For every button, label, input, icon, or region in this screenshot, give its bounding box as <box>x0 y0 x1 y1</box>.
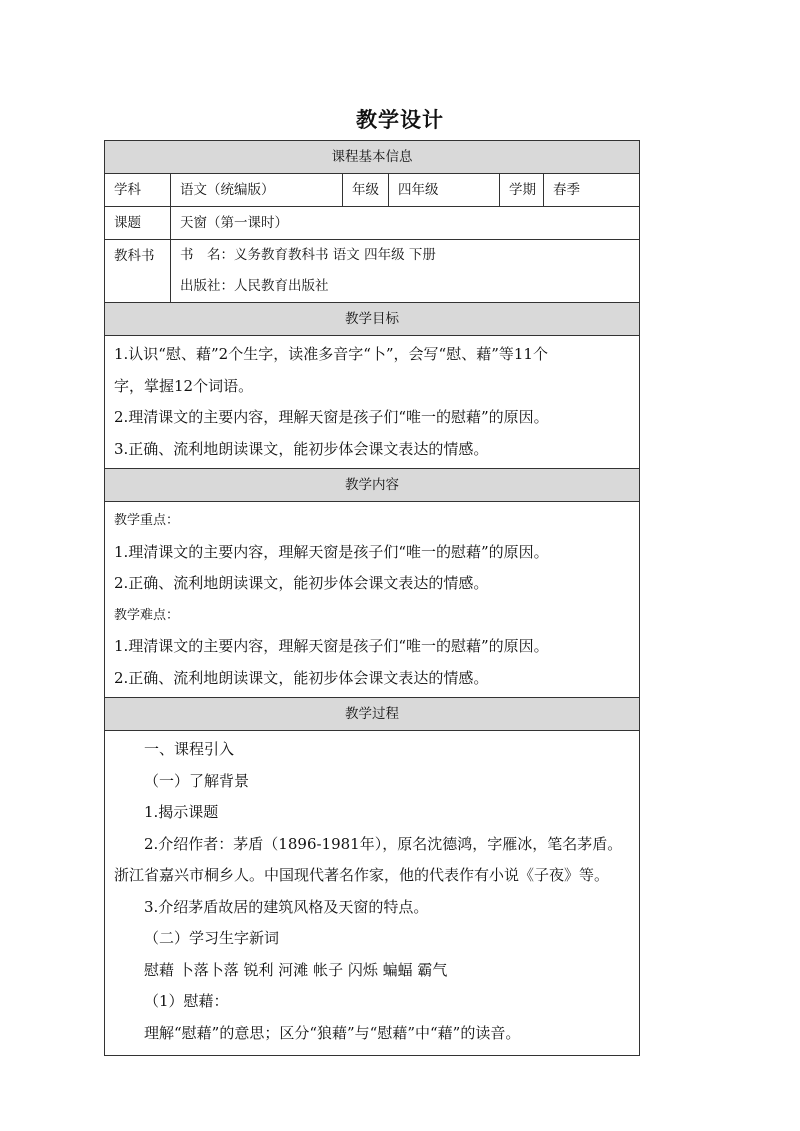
grade-value: 四年级 <box>389 174 500 206</box>
process-block <box>105 731 639 1055</box>
lesson-plan-table <box>104 140 640 1056</box>
page-title: 教学设计 <box>356 107 444 132</box>
info-row-topic <box>105 207 639 240</box>
section-header-basic-info: 课程基本信息 <box>105 141 639 174</box>
topic-value: 天窗（第一课时） <box>180 215 288 231</box>
process-line: 1.揭示课题 <box>144 803 219 821</box>
difficult-points-label: 教学难点： <box>114 607 180 623</box>
goal-line: 3.正确、流利地朗读课文，能初步体会课文表达的情感。 <box>114 439 489 458</box>
grade-label: 年级 <box>343 174 389 206</box>
goal-line: 1.认识“慰、藉”2个生字，读准多音字“卜”，会写“慰、藉”等11个 <box>114 345 548 363</box>
process-line: 2.介绍作者：茅盾（1896-1981年），原名沈德鸿，字雁冰，笔名茅盾。 <box>144 834 623 853</box>
subject-label: 学科 <box>105 174 171 206</box>
topic-label: 课题 <box>105 207 171 239</box>
key-points-label: 教学重点： <box>114 513 180 528</box>
goal-line: 2.理清课文的主要内容，理解天窗是孩子们“唯一的慰藉”的原因。 <box>114 408 549 426</box>
process-line: 理解“慰藉”的意思；区分“狼藉”与“慰藉”中“藉”的读音。 <box>144 1023 521 1042</box>
vocabulary-list: 慰藉 卜落卜落 锐利 河滩 帐子 闪烁 蝙蝠 霸气 <box>144 960 448 979</box>
difficult-point: 1.理清课文的主要内容，理解天窗是孩子们“唯一的慰藉”的原因。 <box>114 637 549 655</box>
difficult-point: 2.正确、流利地朗读课文，能初步体会课文表达的情感。 <box>114 668 489 687</box>
textbook-publisher: 出版社：人民教育出版社 <box>180 278 329 294</box>
goal-line: 字，掌握12个词语。 <box>114 376 254 395</box>
process-line: （1）慰藉： <box>144 992 229 1010</box>
goals-block <box>105 336 639 469</box>
content-block <box>105 502 639 698</box>
section-header-goals: 教学目标 <box>105 303 639 336</box>
term-value: 春季 <box>553 182 580 198</box>
key-point: 2.正确、流利地朗读课文，能初步体会课文表达的情感。 <box>114 574 489 592</box>
section-header-content: 教学内容 <box>105 469 639 502</box>
term-label: 学期 <box>500 174 544 206</box>
section-header-process: 教学过程 <box>105 698 639 731</box>
process-subheading: （二）学习生字新词 <box>144 929 280 947</box>
textbook-value <box>171 240 639 302</box>
process-line: 3.介绍茅盾故居的建筑风格及天窗的特点。 <box>144 897 429 916</box>
textbook-label: 教科书 <box>105 240 171 302</box>
textbook-name: 书 名：义务教育教科书 语文 四年级 下册 <box>180 247 436 263</box>
info-row-subject <box>105 174 639 207</box>
process-heading: 一、课程引入 <box>144 740 235 758</box>
process-subheading: （一）了解背景 <box>144 771 250 790</box>
key-point: 1.理清课文的主要内容，理解天窗是孩子们“唯一的慰藉”的原因。 <box>114 542 549 561</box>
subject-value: 语文（统编版） <box>171 174 343 206</box>
info-row-textbook <box>105 240 639 303</box>
process-line: 浙江省嘉兴市桐乡人。中国现代著名作家，他的代表作有小说《子夜》等。 <box>114 866 610 884</box>
